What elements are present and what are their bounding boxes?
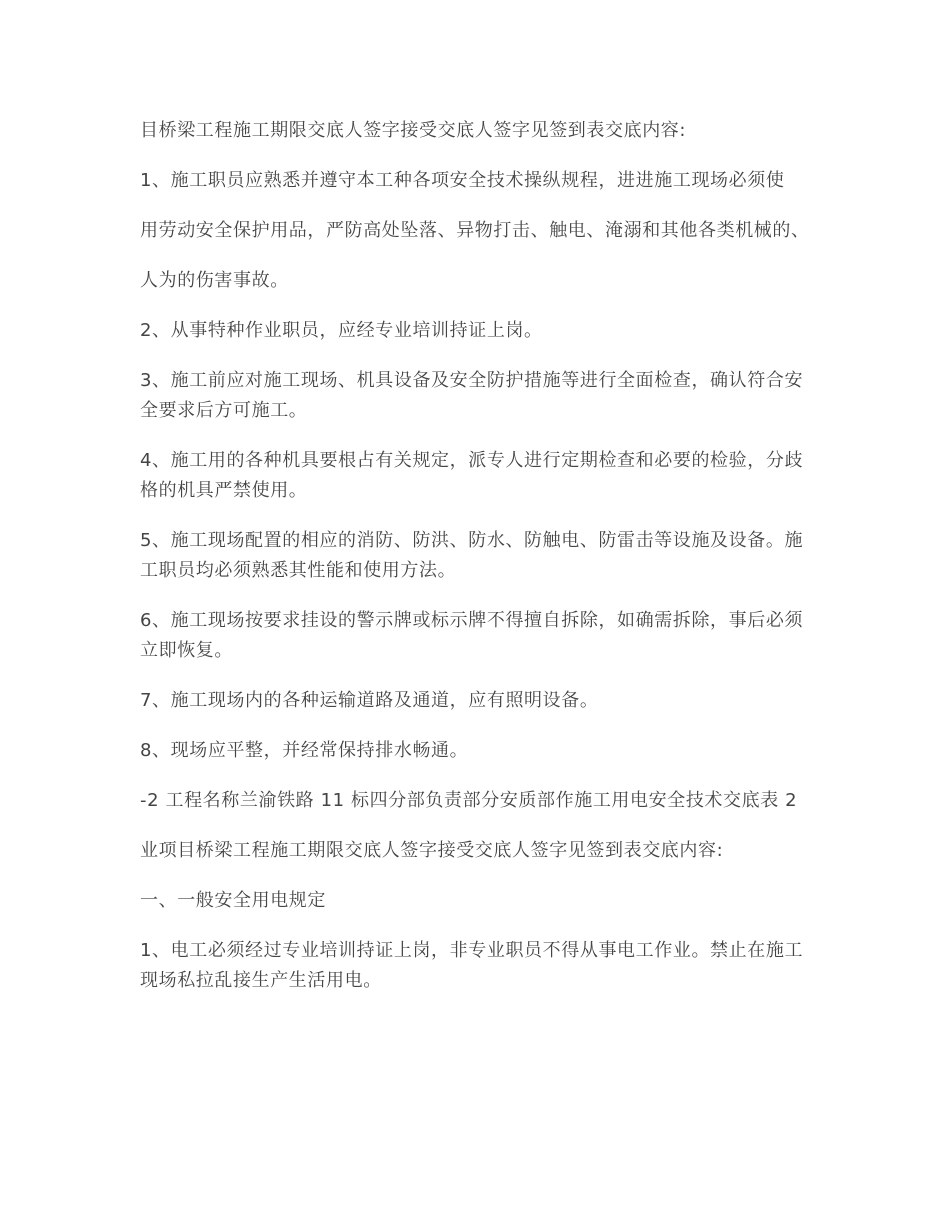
- paragraph-15: 1、电工必须经过专业培训持证上岗，非专业职员不得从事电工作业。禁止在施工现场私拉乱接生产生活用电。: [140, 940, 804, 991]
- paragraph-1: 目桥梁工程施工期限交底人签字接受交底人签字见签到表交底内容:: [140, 120, 687, 141]
- paragraph-7: 4、施工用的各种机具要根占有关规定，派专人进行定期检查和必要的检验，分歧格的机具严禁使用。: [140, 450, 804, 501]
- paragraph-3: 用劳动安全保护用品，严防高处坠落、异物打击、触电、淹溺和其他各类机械的、: [140, 220, 810, 241]
- paragraph-8: 5、施工现场配置的相应的消防、防洪、防水、防触电、防雷击等设施及设备。施工职员均必须熟悉其性能和使用方法。: [140, 530, 804, 581]
- paragraph-13: 业项目桥梁工程施工期限交底人签字接受交底人签字见签到表交底内容:: [140, 840, 724, 861]
- paragraph-2: 1、施工职员应熟悉并遵守本工种各项安全技术操纵规程，进进施工现场必须使: [140, 170, 785, 191]
- paragraph-5: 2、从事特种作业职员，应经专业培训持证上岗。: [140, 320, 543, 341]
- section-heading: 一、一般安全用电规定: [140, 890, 326, 911]
- paragraph-4: 人为的伤害事故。: [140, 270, 289, 291]
- paragraph-11: 8、现场应平整，并经常保持排水畅通。: [140, 740, 469, 761]
- paragraph-10: 7、施工现场内的各种运输道路及通道，应有照明设备。: [140, 690, 599, 711]
- paragraph-12: -2 工程名称兰渝铁路 11 标四分部负责部分安质部作施工用电安全技术交底表 2: [140, 790, 798, 811]
- paragraph-9: 6、施工现场按要求挂设的警示牌或标示牌不得擅自拆除，如确需拆除，事后必须立即恢复。: [140, 610, 804, 661]
- document-page: [140, 116, 812, 1016]
- paragraph-6: 3、施工前应对施工现场、机具设备及安全防护措施等进行全面检查，确认符合安全要求后方可施工。: [140, 370, 804, 421]
